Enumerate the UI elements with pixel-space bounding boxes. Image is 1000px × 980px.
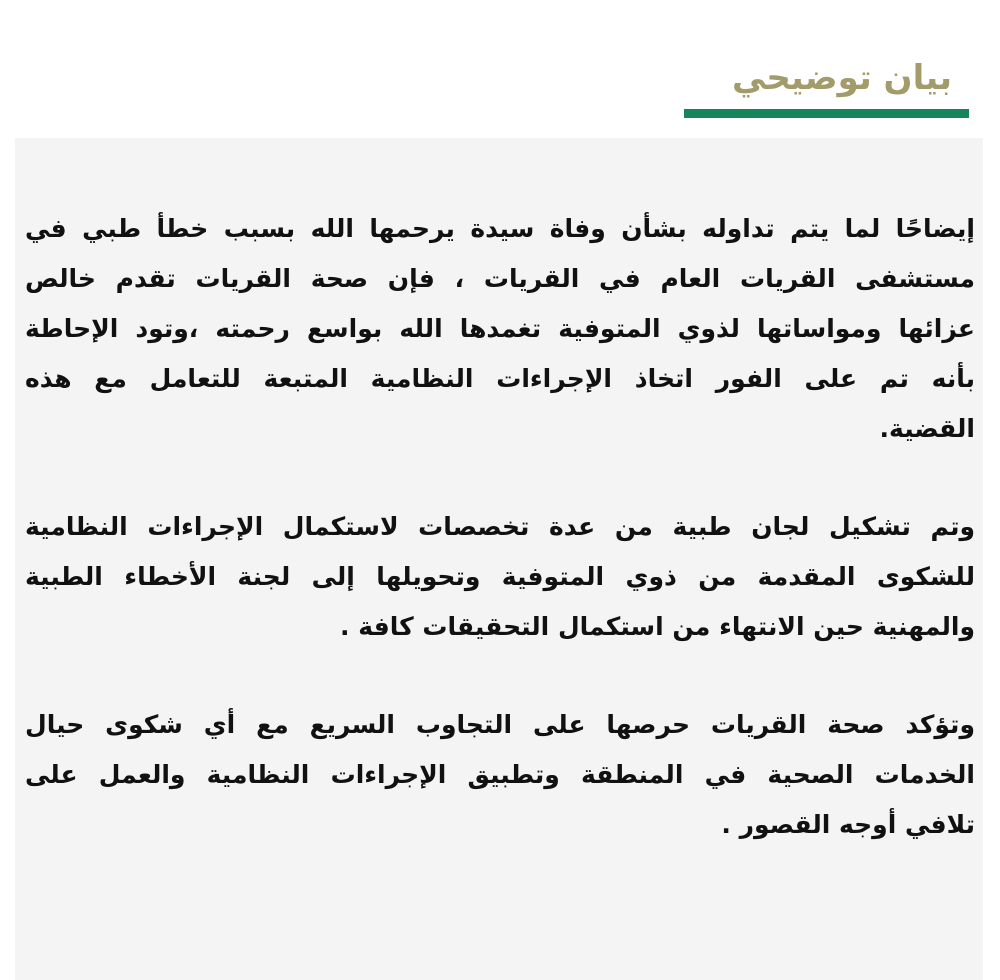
paragraph-line: وتؤكد صحة القريات حرصها على التجاوب السريع مع أي شكوى حيال: [25, 710, 975, 739]
paragraph-line: والمهنية حين الانتهاء من استكمال التحقيقات كافة .: [340, 612, 975, 641]
statement-title: بيان توضيحي: [732, 58, 952, 98]
paragraph-line: القضية.: [879, 414, 975, 443]
statement-body: [25, 204, 975, 898]
statement-panel: [15, 138, 983, 980]
title-underline-bar: [684, 109, 969, 118]
paragraph-line: مستشفى القريات العام في القريات ، فإن صحة القريات تقدم خالص: [25, 264, 975, 293]
paragraph-line: عزائها ومواساتها لذوي المتوفية تغمدها الله بواسع رحمته ،وتود الإحاطة: [25, 314, 975, 343]
paragraph-line: الخدمات الصحية في المنطقة وتطبيق الإجراءات النظامية والعمل على: [25, 760, 975, 789]
paragraph-commitment: [25, 700, 975, 850]
paragraph-committees: [25, 502, 975, 652]
paragraph-clarification: [25, 204, 975, 454]
paragraph-line: بأنه تم على الفور اتخاذ الإجراءات النظامية المتبعة للتعامل مع هذه: [25, 364, 975, 393]
paragraph-line: وتم تشكيل لجان طبية من عدة تخصصات لاستكمال الإجراءات النظامية: [25, 512, 975, 541]
paragraph-line: للشكوى المقدمة من ذوي المتوفية وتحويلها إلى لجنة الأخطاء الطبية: [25, 562, 975, 591]
statement-header: [0, 0, 1000, 138]
paragraph-line: تلافي أوجه القصور .: [721, 810, 975, 839]
paragraph-line: إيضاحًا لما يتم تداوله بشأن وفاة سيدة يرحمها الله بسبب خطأ طبي في: [25, 214, 975, 243]
